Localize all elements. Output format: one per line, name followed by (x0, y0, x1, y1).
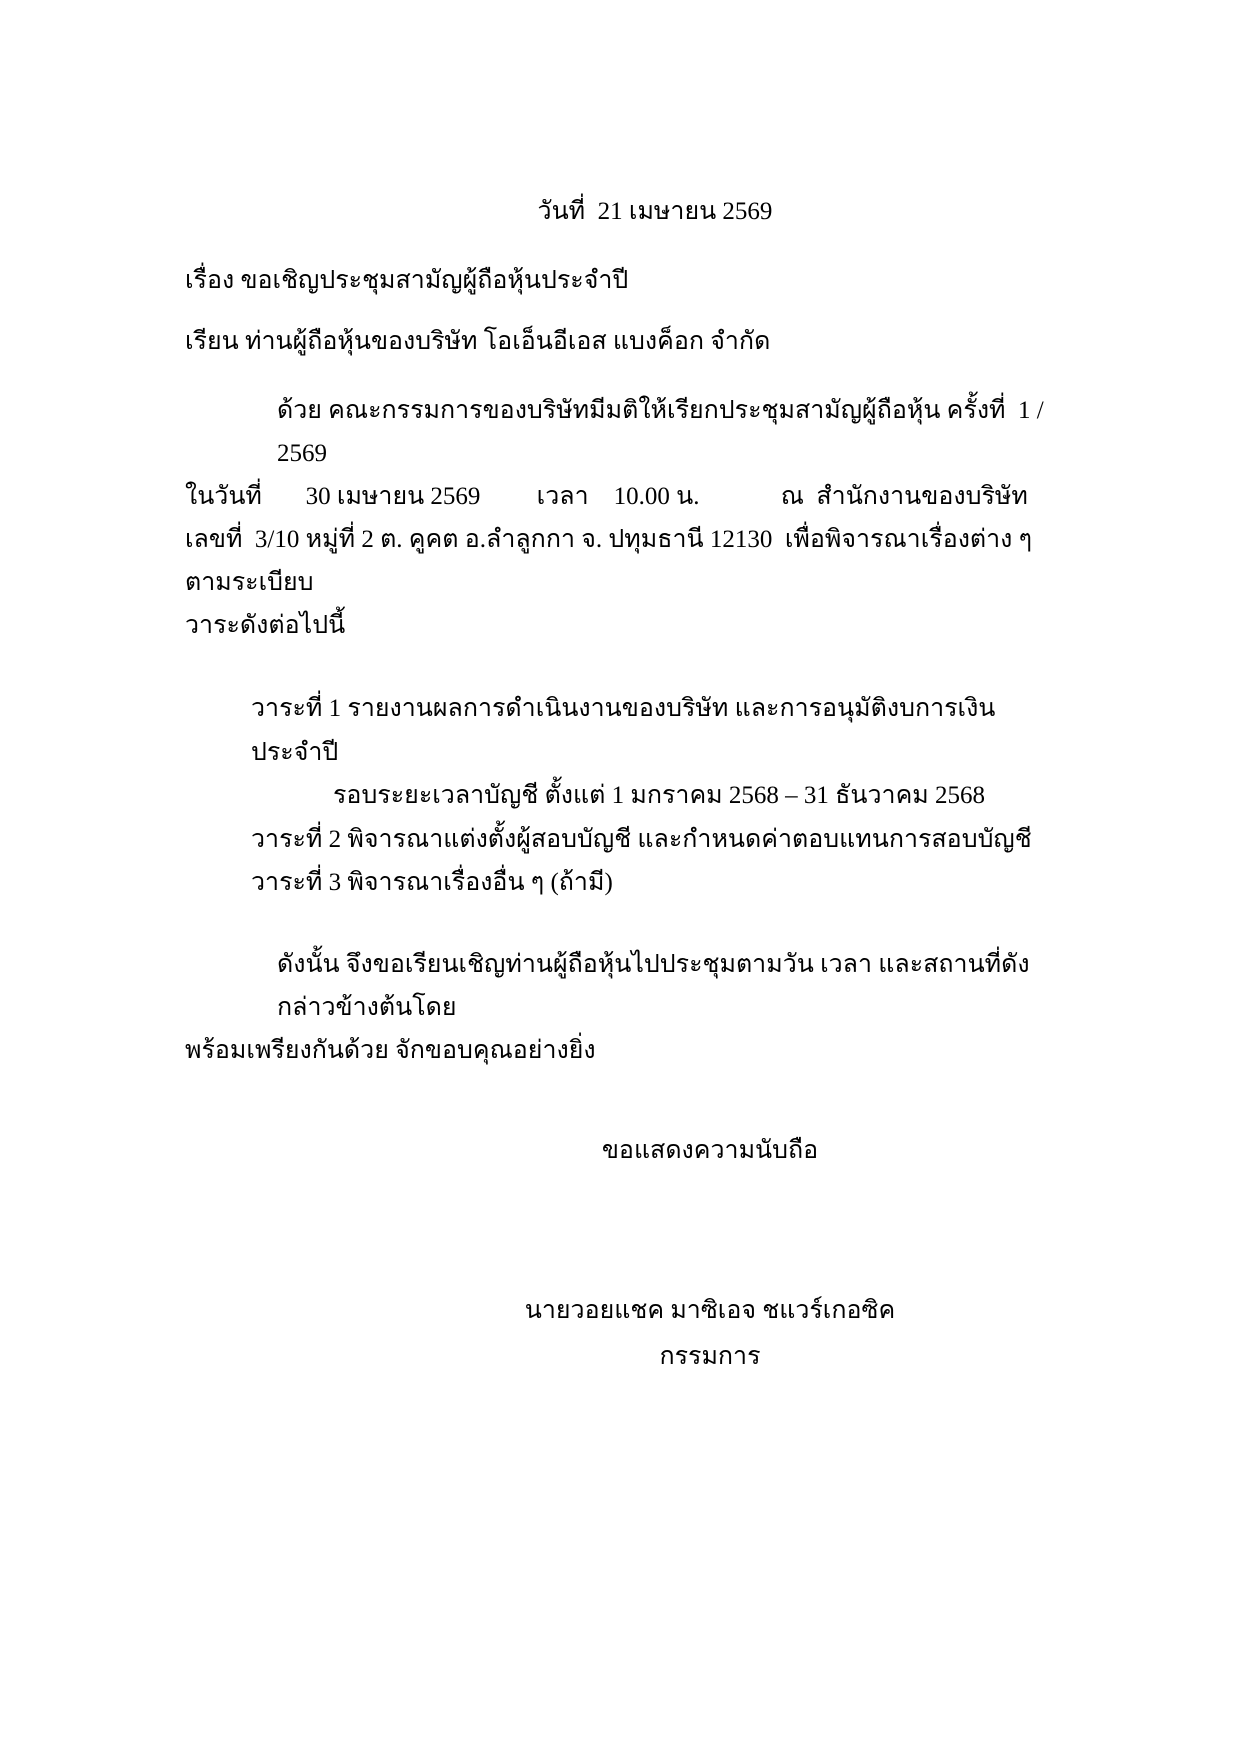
body-paragraph-line-1: ด้วย คณะกรรมการของบริษัทมีมติให้เรียกประชุมสามัญผู้ถือหุ้น ครั้งที่ 1 / 2569 (277, 397, 1057, 467)
document-date: วันที่ 21 เมษายน 2569 (537, 198, 773, 225)
body-paragraph-line-3: เลขที่ 3/10 หมู่ที่ 2 ต. คูคต อ.ลำลูกกา จ. ปทุมธานี 12130 เพื่อพิจารณาเรื่องต่าง ๆ ตามระเบียบ (185, 526, 1039, 596)
signer-title: กรรมการ (659, 1342, 761, 1370)
closing-line-2: พร้อมเพรียงกันด้วย จักขอบคุณอย่างยิ่ง (185, 1036, 596, 1064)
agenda-item-1: วาระที่ 1 รายงานผลการดำเนินงานของบริษัท และการอนุมัติงบการเงินประจำปี (251, 695, 996, 766)
document-subject: เรื่อง ขอเชิญประชุมสามัญผู้ถือหุ้นประจำปี (185, 267, 629, 294)
closing-line-1: ดังนั้น จึงขอเรียนเชิญท่านผู้ถือหุ้นไปประชุมตามวัน เวลา และสถานที่ดังกล่าวข้างต้นโดย (277, 950, 1030, 1021)
agenda-item-3: วาระที่ 3 พิจารณาเรื่องอื่น ๆ (ถ้ามี) (251, 869, 613, 896)
document-body (185, 190, 1065, 1376)
regards-line: ขอแสดงความนับถือ (601, 1136, 819, 1164)
document-recipient: เรียน ท่านผู้ถือหุ้นของบริษัท โอเอ็นอีเอส แบงค็อก จำกัด (185, 328, 771, 355)
agenda-item-1-detail: รอบระยะเวลาบัญชี ตั้งแต่ 1 มกราคม 2568 – 31 ธันวาคม 2568 (333, 782, 986, 809)
agenda-list (185, 687, 1065, 905)
agenda-item-2: วาระที่ 2 พิจารณาแต่งตั้งผู้สอบบัญชี และกำหนดค่าตอบแทนการสอบบัญชี (251, 825, 1032, 853)
signer-name: นายวอยแชค มาซิเอจ ชแวร์เกอซิค (524, 1296, 896, 1324)
body-paragraph-line-4: วาระดังต่อไปนี้ (185, 612, 346, 639)
body-paragraph-line-2: ในวันที่ 30 เมษายน 2569 เวลา 10.00 น. ณ สำนักงานของบริษัท (185, 483, 1028, 510)
